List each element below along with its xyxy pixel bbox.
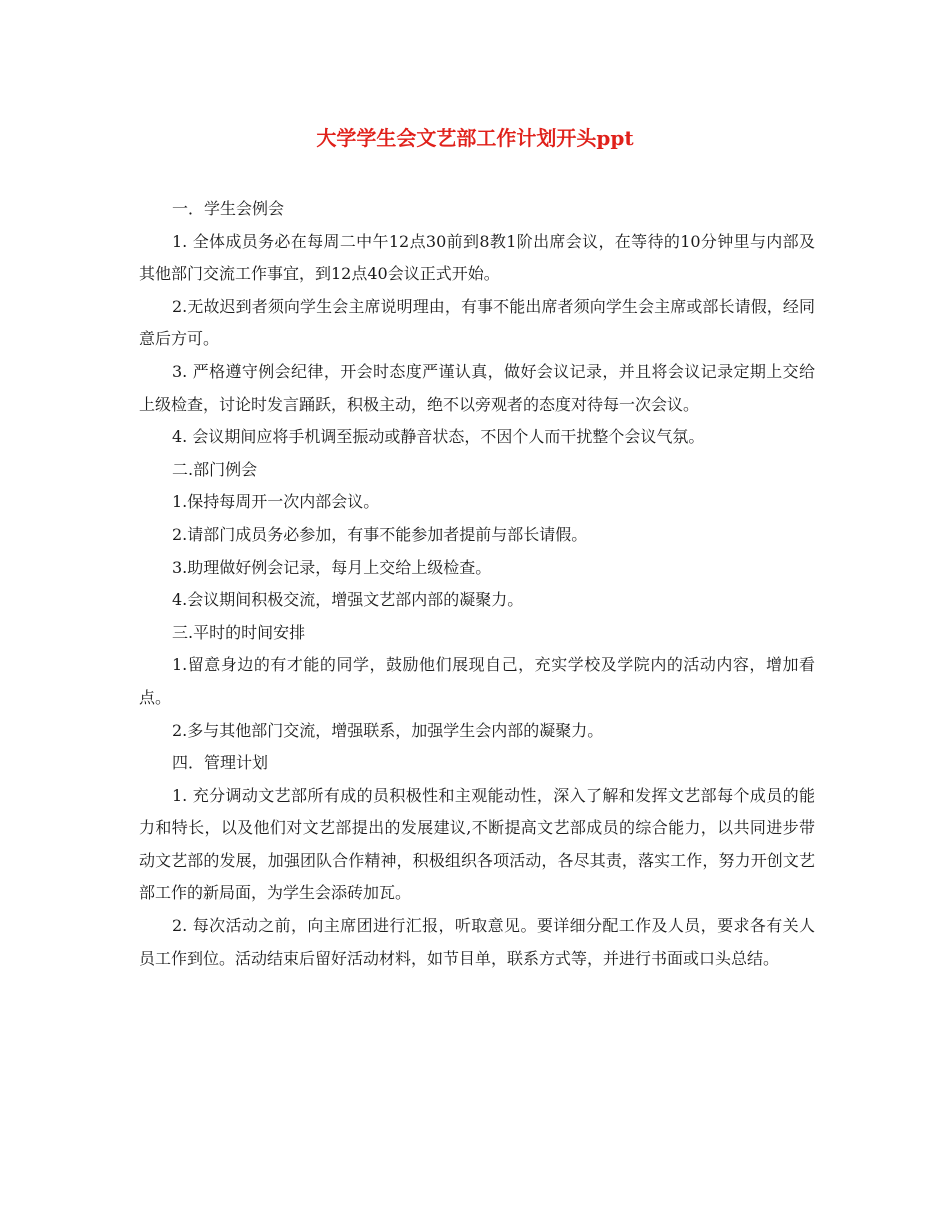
- section-heading: 四．管理计划: [172, 753, 269, 773]
- paragraph: 2.无故迟到者须向学生会主席说明理由，有事不能出席者须向学生会主席或部长请假，经同意后方可。: [139, 296, 815, 349]
- section-heading: 二.部门例会: [172, 459, 258, 479]
- section-heading: 三.平时的时间安排: [172, 622, 306, 642]
- paragraph: 1. 充分调动文艺部所有成的员积极性和主观能动性，深入了解和发挥文艺部每个成员的能力和特长，以及他们对文艺部提出的发展建议,不断提高文艺部成员的综合能力，以共同进步带动文艺部的发展，加强团队合作精神，积极组织各项活动，各尽其责，落实工作，努力开创文艺部工作的新局面，为学生会添砖加瓦。: [139, 785, 815, 903]
- paragraph: 1.保持每周开一次内部会议。: [172, 492, 380, 512]
- paragraph: 2. 每次活动之前，向主席团进行汇报，听取意见。要详细分配工作及人员，要求各有关人员工作到位。活动结束后留好活动材料，如节目单，联系方式等，并进行书面或口头总结。: [139, 916, 815, 968]
- paragraph: 3. 严格遵守例会纪律，开会时态度严谨认真，做好会议记录，并且将会议记录定期上交给上级检查，讨论时发言踊跃，积极主动，绝不以旁观者的态度对待每一次会议。: [139, 361, 815, 414]
- paragraph: 2.多与其他部门交流，增强联系，加强学生会内部的凝聚力。: [172, 720, 604, 740]
- paragraph: 4.会议期间积极交流，增强文艺部内部的凝聚力。: [172, 590, 524, 610]
- paragraph: 4. 会议期间应将手机调至振动或静音状态，不因个人而干扰整个会议气氛。: [172, 427, 705, 447]
- paragraph: 1. 全体成员务必在每周二中午12点30前到8教1阶出席会议，在等待的10分钟里与内部及其他部门交流工作事宜，到12点40会议正式开始。: [139, 231, 815, 284]
- document-body: [139, 193, 815, 975]
- paragraph: 2.请部门成员务必参加，有事不能参加者提前与部长请假。: [172, 524, 588, 544]
- paragraph: 3.助理做好例会记录，每月上交给上级检查。: [172, 557, 492, 577]
- document-title: 大学学生会文艺部工作计划开头ppt: [316, 126, 634, 150]
- section-heading: 一．学生会例会: [172, 199, 285, 218]
- paragraph: 1.留意身边的有才能的同学，鼓励他们展现自己，充实学校及学院内的活动内容，增加看点。: [139, 655, 815, 707]
